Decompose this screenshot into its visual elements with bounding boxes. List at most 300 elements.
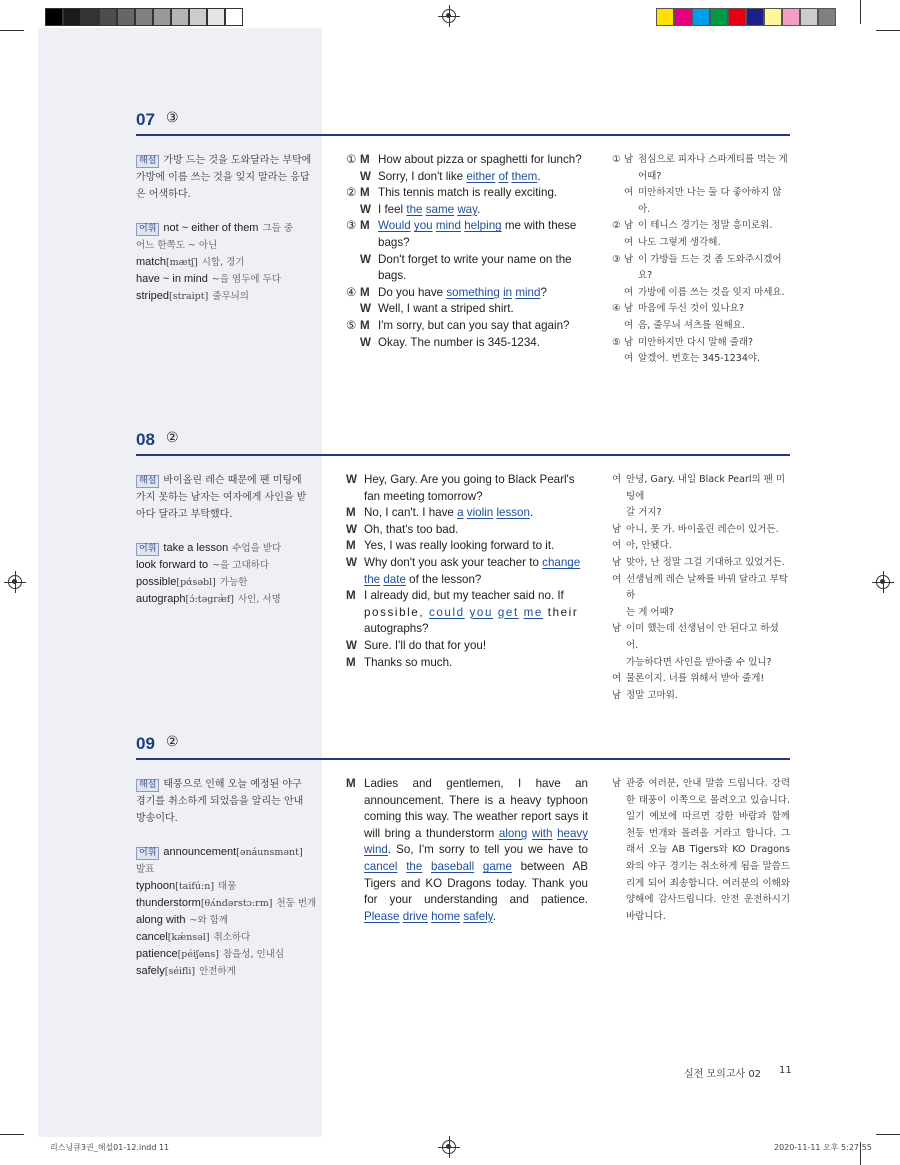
- dialogue-line: [346, 638, 588, 655]
- choice-number: ①: [346, 153, 357, 166]
- dialogue-line: [346, 621, 588, 638]
- choice-number: ⑤: [612, 336, 621, 348]
- dialogue-line: [346, 185, 588, 202]
- translation-text: 마음에 두신 것이 있나요?: [638, 303, 744, 315]
- key-phrase: drive: [402, 909, 428, 923]
- dialogue-line: [346, 489, 588, 506]
- section-header: [136, 734, 790, 756]
- vocab-word: possible: [136, 576, 177, 588]
- speaker: [612, 655, 626, 672]
- dialogue-text: [378, 169, 588, 186]
- translation-text: 가능하다면 사인을 받아줄 수 있니?: [626, 656, 772, 668]
- vocab-badge: 어휘: [136, 847, 159, 860]
- text-run: Yes, I was really looking forward to it.: [364, 539, 555, 553]
- text-run: I already did, but my teacher said no. If: [364, 589, 564, 603]
- dialogue-line: [346, 169, 588, 186]
- translation-text: 아니, 못 가. 바이올린 레슨이 있거든.: [626, 523, 779, 535]
- dialogue-line: [346, 572, 588, 589]
- vocab-item: [136, 861, 306, 878]
- explanation-line: [136, 472, 306, 489]
- dialogue-text: [364, 605, 588, 622]
- dialogue-text: [364, 655, 588, 672]
- vocab-meaning: ~을 염두에 두다: [211, 274, 281, 285]
- speaker: [346, 605, 364, 622]
- dialogue-text: [364, 522, 588, 539]
- translation-text: 맞아, 난 정말 그걸 기대하고 있었거든.: [626, 556, 785, 568]
- vocab-word: look forward to: [136, 559, 209, 571]
- key-phrase: of: [498, 169, 509, 183]
- dialogue-line: [346, 235, 588, 252]
- text-run: possible,: [364, 605, 429, 619]
- choice-number: [612, 185, 624, 218]
- dialogue-text: [364, 538, 588, 555]
- text-run: Ladies and gentlemen, I have an announcement. There is a heavy typhoon coming this way. The weather report says it will bring a thunderstorm: [364, 777, 588, 840]
- vocab-meaning: 안전하게: [199, 966, 236, 977]
- text-run: Sorry, I don't like: [378, 169, 467, 183]
- speaker: [346, 621, 364, 638]
- translation-text: 이미 했는데 선생님이 안 된다고 하셨어.: [626, 623, 779, 651]
- text-run: Hey, Gary. Are you going to Black Pearl's: [364, 473, 575, 486]
- speaker: 남: [612, 556, 622, 568]
- vocab-word: patience: [136, 948, 178, 960]
- text-run: [474, 860, 483, 873]
- dialogue-line: [346, 318, 588, 335]
- key-phrase: in: [503, 285, 513, 299]
- explanation-line: [136, 186, 306, 203]
- spacer: [136, 203, 306, 220]
- speaker: 여: [624, 286, 634, 298]
- key-phrase: game: [482, 859, 512, 873]
- vocab-word: cancel: [136, 931, 168, 943]
- choice-number: [346, 335, 360, 352]
- dialogue-line: [346, 522, 588, 539]
- translation-line: [612, 671, 790, 688]
- choice-number: ⑤: [346, 318, 357, 332]
- grey-calibration-bar: [45, 8, 243, 26]
- speaker: M: [360, 285, 370, 299]
- vocab-meaning: 그들 중: [262, 223, 294, 234]
- translation-line: [612, 688, 790, 705]
- answer-mark: ②: [166, 430, 179, 446]
- vocab-meaning: 천둥 번개: [276, 898, 317, 909]
- speaker: [624, 169, 638, 186]
- speaker: 여: [612, 673, 622, 685]
- question-number: 08: [136, 430, 155, 449]
- speaker: W: [360, 252, 371, 266]
- vocab-item: [136, 895, 317, 912]
- text-run: fan meeting tomorrow?: [364, 489, 483, 503]
- translation-line: [612, 152, 790, 169]
- vocab-word: thunderstorm: [136, 897, 201, 909]
- key-phrase: either: [466, 169, 496, 183]
- registration-mark-left: [8, 575, 22, 589]
- translation-text: 관중 여러분, 안내 말씀 드립니다. 강력한 태풍이 이쪽으로 몰려오고 있습니다. 일기 예보에 따르면 강한 바람과 함께 천둥 번개와 몰려올 거라고 합니다. 그래서 오늘 AB Tigers와 KO Dragons와의 야구 경기는 취소하게 됨을 말씀드리게 되어 죄송합니다. 여러분의 이해와 양해에 감사드립니다. 안전 운전하시기 바랍니다.: [626, 778, 790, 922]
- choice-number: [346, 169, 360, 186]
- dialogue-text: [378, 235, 588, 252]
- text-run: Why don't you ask your teacher to: [364, 555, 543, 569]
- vocab-word: take a lesson: [163, 542, 229, 554]
- explanation-column: [136, 776, 317, 980]
- choice-number: [346, 301, 360, 318]
- key-phrase: you: [413, 219, 433, 233]
- dialogue-line: [346, 285, 588, 302]
- dialogue-line: [346, 268, 588, 285]
- speaker: M: [360, 186, 370, 200]
- color-swatch: [746, 8, 764, 26]
- translation-line: [612, 522, 790, 539]
- vocab-phonetic: [mætʃ]: [165, 257, 198, 268]
- vocab-meaning: 사인, 서명: [238, 594, 281, 605]
- text-run: bags?: [378, 235, 410, 249]
- choice-number: [612, 169, 624, 186]
- text-run: Well, I want a striped shirt.: [378, 302, 514, 316]
- dialogue-line: [346, 538, 588, 555]
- explanation-line: [136, 793, 306, 810]
- vocab-item: [136, 929, 306, 946]
- text-run: .: [477, 202, 481, 216]
- explanation-text: 바이올린 레슨 때문에 팬 미팅에: [163, 475, 302, 486]
- registration-mark-bottom: [442, 1140, 456, 1154]
- key-phrase: date: [383, 572, 406, 586]
- speaker: 여: [624, 353, 634, 365]
- key-phrase: change: [542, 555, 581, 569]
- speaker: M: [346, 655, 356, 669]
- dialogue-text: [378, 252, 588, 269]
- dialogue-text: [364, 505, 588, 522]
- key-phrase: home: [431, 909, 461, 923]
- speaker: M: [360, 219, 370, 233]
- dialogue-text: [364, 489, 588, 506]
- dialogue-text: [378, 285, 588, 302]
- text-run: [422, 860, 431, 873]
- text-run: How about pizza or spaghetti for lunch?: [378, 153, 582, 166]
- vocab-word: match: [136, 256, 166, 268]
- translation-text: 알겠어. 번호는 345-1234야.: [638, 353, 761, 365]
- vocab-meaning: 시합, 경기: [201, 257, 245, 268]
- crop-mark: [876, 30, 900, 31]
- color-swatch: [800, 8, 818, 26]
- translation-line: [612, 555, 790, 572]
- translation-paragraph: [612, 776, 790, 925]
- speaker: W: [360, 335, 371, 349]
- color-swatch: [674, 8, 692, 26]
- translation-text: 갈 거지?: [626, 507, 662, 519]
- key-phrase: mind: [435, 219, 461, 233]
- speaker: M: [346, 777, 356, 790]
- translation-line: [612, 505, 790, 522]
- speaker: 남: [612, 689, 622, 701]
- explanation-badge: 해설: [136, 779, 159, 792]
- speaker: [360, 235, 378, 252]
- speaker: M: [346, 589, 356, 603]
- dialogue-text: [378, 152, 588, 169]
- vocab-item: [136, 878, 306, 895]
- key-phrase: me: [523, 605, 543, 619]
- color-swatch: [764, 8, 782, 26]
- text-run: Sure. I'll do that for you!: [364, 638, 487, 652]
- question-number: 07: [136, 110, 155, 129]
- key-phrase: lesson: [496, 506, 530, 520]
- key-phrase: with: [531, 826, 553, 840]
- vocab-item: [136, 557, 306, 574]
- key-phrase: same: [425, 202, 455, 216]
- choice-number: [346, 202, 360, 219]
- choice-number: ③: [612, 253, 621, 265]
- speaker: M: [346, 506, 356, 520]
- crop-mark: [0, 1134, 24, 1135]
- registration-mark-top: [442, 9, 456, 23]
- explanation-line: [136, 810, 306, 827]
- translation-text: 이 가방들 드는 것 좀 도와주시겠어요?: [638, 253, 782, 282]
- key-phrase: Please: [364, 909, 400, 923]
- translation-text: 가방에 이름 쓰는 것을 잊지 마세요.: [638, 286, 785, 298]
- translation-line: [612, 572, 790, 605]
- vocab-phonetic: [ɔ́:təgræ̀f]: [185, 594, 234, 605]
- speaker: 남: [624, 253, 634, 265]
- grey-swatch: [135, 8, 153, 26]
- vocab-word: along with: [136, 914, 186, 926]
- explanation-line: [136, 152, 312, 169]
- vocab-phonetic: [taifú:n]: [175, 881, 215, 892]
- monologue: [346, 776, 588, 925]
- header-rule: [136, 758, 790, 760]
- monologue-text: [364, 776, 588, 925]
- speaker: 여: [612, 540, 622, 552]
- vocab-badge: 어휘: [136, 223, 159, 236]
- choice-number: [346, 235, 360, 252]
- footer-title: 실전 모의고사 02: [684, 1069, 762, 1080]
- key-phrase: cancel: [364, 859, 398, 873]
- key-phrase: you: [469, 605, 494, 619]
- vocab-item: [136, 912, 306, 929]
- script-column: [346, 152, 588, 351]
- key-phrase: something: [446, 285, 500, 299]
- dialogue-line: [346, 218, 588, 235]
- explanation: [136, 472, 306, 523]
- speaker: [346, 572, 364, 589]
- translation-line: [612, 605, 790, 622]
- translation-line: [612, 621, 790, 654]
- key-phrase: the: [406, 202, 423, 216]
- explanation-column: [136, 152, 312, 305]
- translation-text: 정말 고마워.: [626, 689, 678, 701]
- explanation-text: 가지 못하는 남자는 여자에게 사인을 받: [136, 492, 307, 503]
- grey-swatch: [189, 8, 207, 26]
- vocab-meaning: 발표: [136, 864, 155, 875]
- speaker: 남: [612, 623, 622, 635]
- spacer: [136, 827, 306, 844]
- translation-column: [612, 152, 790, 368]
- translation-line: [612, 252, 790, 285]
- choice-number: [612, 235, 624, 252]
- choice-number: [346, 268, 360, 285]
- translation-line: [612, 301, 790, 318]
- color-swatch: [728, 8, 746, 26]
- vocab-phonetic: [straipt]: [169, 291, 209, 302]
- translation-line: [612, 538, 790, 555]
- dialogue-text: [378, 202, 588, 219]
- registration-mark-right: [876, 575, 890, 589]
- explanation-line: [136, 776, 306, 793]
- crop-mark: [876, 1134, 900, 1135]
- text-run: of the lesson?: [405, 572, 482, 586]
- translation-line: [612, 169, 790, 186]
- grey-swatch: [225, 8, 243, 26]
- translation-text: 는 게 어때?: [626, 606, 674, 618]
- script-column: [346, 776, 588, 925]
- translation-text: 선생님께 레슨 날짜를 바꿔 달라고 부탁하: [626, 573, 788, 602]
- vocab-word: autograph: [136, 593, 186, 605]
- dialogue-text: [364, 621, 588, 638]
- vocab-meaning: 수업을 받다: [232, 543, 282, 554]
- text-run: . So, I'm sorry to tell you we have to: [387, 843, 588, 857]
- key-phrase: safely: [463, 909, 493, 923]
- speaker: [360, 268, 378, 285]
- key-phrase: way: [457, 202, 478, 216]
- translation-column: [612, 472, 790, 704]
- vocab-phonetic: [séifli]: [164, 966, 196, 977]
- explanation-badge: 해설: [136, 475, 159, 488]
- translation-line: [612, 235, 790, 252]
- translation-column: [612, 776, 790, 925]
- color-swatch: [656, 8, 674, 26]
- speaker: [346, 489, 364, 506]
- vocab-word: announcement: [163, 846, 237, 858]
- speaker: 여: [612, 474, 622, 485]
- choice-number: [346, 252, 360, 269]
- key-phrase: them: [511, 169, 538, 183]
- vocab-meaning: 줄무늬의: [212, 291, 249, 302]
- speaker: 여: [612, 573, 622, 585]
- vocab-meaning: ~을 고대하다: [212, 560, 270, 571]
- speaker: M: [360, 318, 370, 332]
- choice-number: ②: [346, 186, 357, 200]
- choice-number: ④: [346, 285, 357, 299]
- explanation-text: 가방에 이름 쓰는 것을 잊지 말라는 응답: [136, 172, 310, 183]
- dialogue-text: [378, 218, 588, 235]
- text-run: .: [537, 169, 541, 183]
- translation-text: 물론이지. 너를 위해서 받아 줄게!: [626, 673, 765, 685]
- text-run: Don't forget to write your name on the: [378, 252, 572, 266]
- file-name: 리스닝큐3권_해설01-12.indd 11: [50, 1143, 170, 1152]
- dialogue-line: [346, 335, 588, 352]
- choice-number: [612, 351, 624, 368]
- dialogue-line: [346, 252, 588, 269]
- translation-line: [612, 218, 790, 235]
- dialogue-line: [346, 202, 588, 219]
- translation-line: [612, 655, 790, 672]
- answer-mark: ③: [166, 110, 179, 126]
- explanation: [136, 776, 306, 827]
- speaker: W: [346, 522, 357, 536]
- print-timestamp: 2020-11-11 오후 5:27:55: [774, 1143, 872, 1152]
- explanation: [136, 152, 312, 203]
- text-run: I feel: [378, 202, 407, 216]
- dialogue-text: [378, 185, 588, 202]
- explanation-line: [136, 169, 310, 186]
- question-07: [136, 110, 790, 365]
- header-rule: [136, 454, 790, 456]
- translation-line: [612, 185, 790, 218]
- grey-swatch: [117, 8, 135, 26]
- dialogue-text: [364, 572, 588, 589]
- text-run: Oh, that's too bad.: [364, 522, 459, 536]
- text-run: autographs?: [364, 622, 429, 636]
- dialogue-line: [346, 505, 588, 522]
- translation-line: [612, 351, 790, 368]
- speaker: W: [346, 638, 357, 652]
- speaker: 남: [624, 154, 634, 165]
- color-swatch: [818, 8, 836, 26]
- section-header: [136, 430, 790, 452]
- key-phrase: heavy: [557, 826, 588, 840]
- speaker: W: [360, 202, 371, 216]
- color-calibration-bar: [656, 8, 836, 26]
- key-phrase: helping: [464, 219, 502, 233]
- translation-text: 이 테니스 경기는 정말 흥미로워.: [638, 220, 773, 232]
- section-header: [136, 110, 790, 132]
- dialogue-line: [346, 605, 588, 622]
- explanation-text: 태풍으로 인해 오늘 예정된 야구: [163, 779, 302, 790]
- translation-text: 나도 그렇게 생각해.: [638, 236, 721, 248]
- key-phrase: could: [428, 605, 465, 619]
- key-phrase: the: [406, 859, 423, 873]
- vocab-meaning: ~와 함께: [189, 915, 229, 926]
- vocab-item: [136, 237, 306, 254]
- dialogue-line: [346, 472, 588, 489]
- choice-number: ①: [612, 154, 621, 165]
- text-run: me with these: [501, 219, 577, 233]
- choice-number: ②: [612, 220, 621, 232]
- key-phrase: violin: [466, 506, 494, 520]
- explanation-line: [136, 506, 306, 523]
- text-run: Do you have: [378, 285, 447, 299]
- answer-mark: ②: [166, 734, 179, 750]
- vocab-phonetic: [pάsəbl]: [176, 577, 216, 588]
- explanation-text: 아다 달라고 부탁했다.: [136, 509, 233, 520]
- vocab-word: not ~ either of them: [163, 222, 259, 234]
- key-phrase: along: [498, 826, 528, 840]
- translation-line: [612, 285, 790, 302]
- grey-swatch: [207, 8, 225, 26]
- vocab-word: typhoon: [136, 880, 176, 892]
- dialogue-text: [378, 268, 588, 285]
- vocab-phonetic: [péiʃəns]: [177, 949, 219, 960]
- vocab-item: [136, 963, 306, 980]
- dialogue-line: [346, 555, 588, 572]
- question-09: [136, 734, 790, 977]
- vocab-meaning: 취소하다: [213, 932, 251, 943]
- text-run: No, I can't. I have: [364, 506, 458, 520]
- grey-swatch: [63, 8, 81, 26]
- grey-swatch: [153, 8, 171, 26]
- dialogue-text: [364, 638, 588, 655]
- dialogue-text: [378, 301, 588, 318]
- vocab-meaning: 가능한: [219, 577, 248, 588]
- translation-line: [612, 335, 790, 352]
- speaker: W: [346, 473, 357, 486]
- speaker: 남: [612, 778, 622, 789]
- key-phrase: Would: [378, 219, 411, 233]
- vocab-badge: 어휘: [136, 543, 159, 556]
- script-column: [346, 472, 588, 671]
- speaker: 여: [624, 319, 634, 331]
- speaker: M: [346, 539, 356, 553]
- color-swatch: [692, 8, 710, 26]
- text-run: bags.: [378, 269, 407, 283]
- speaker: W: [360, 169, 371, 183]
- key-phrase: mind: [515, 285, 541, 299]
